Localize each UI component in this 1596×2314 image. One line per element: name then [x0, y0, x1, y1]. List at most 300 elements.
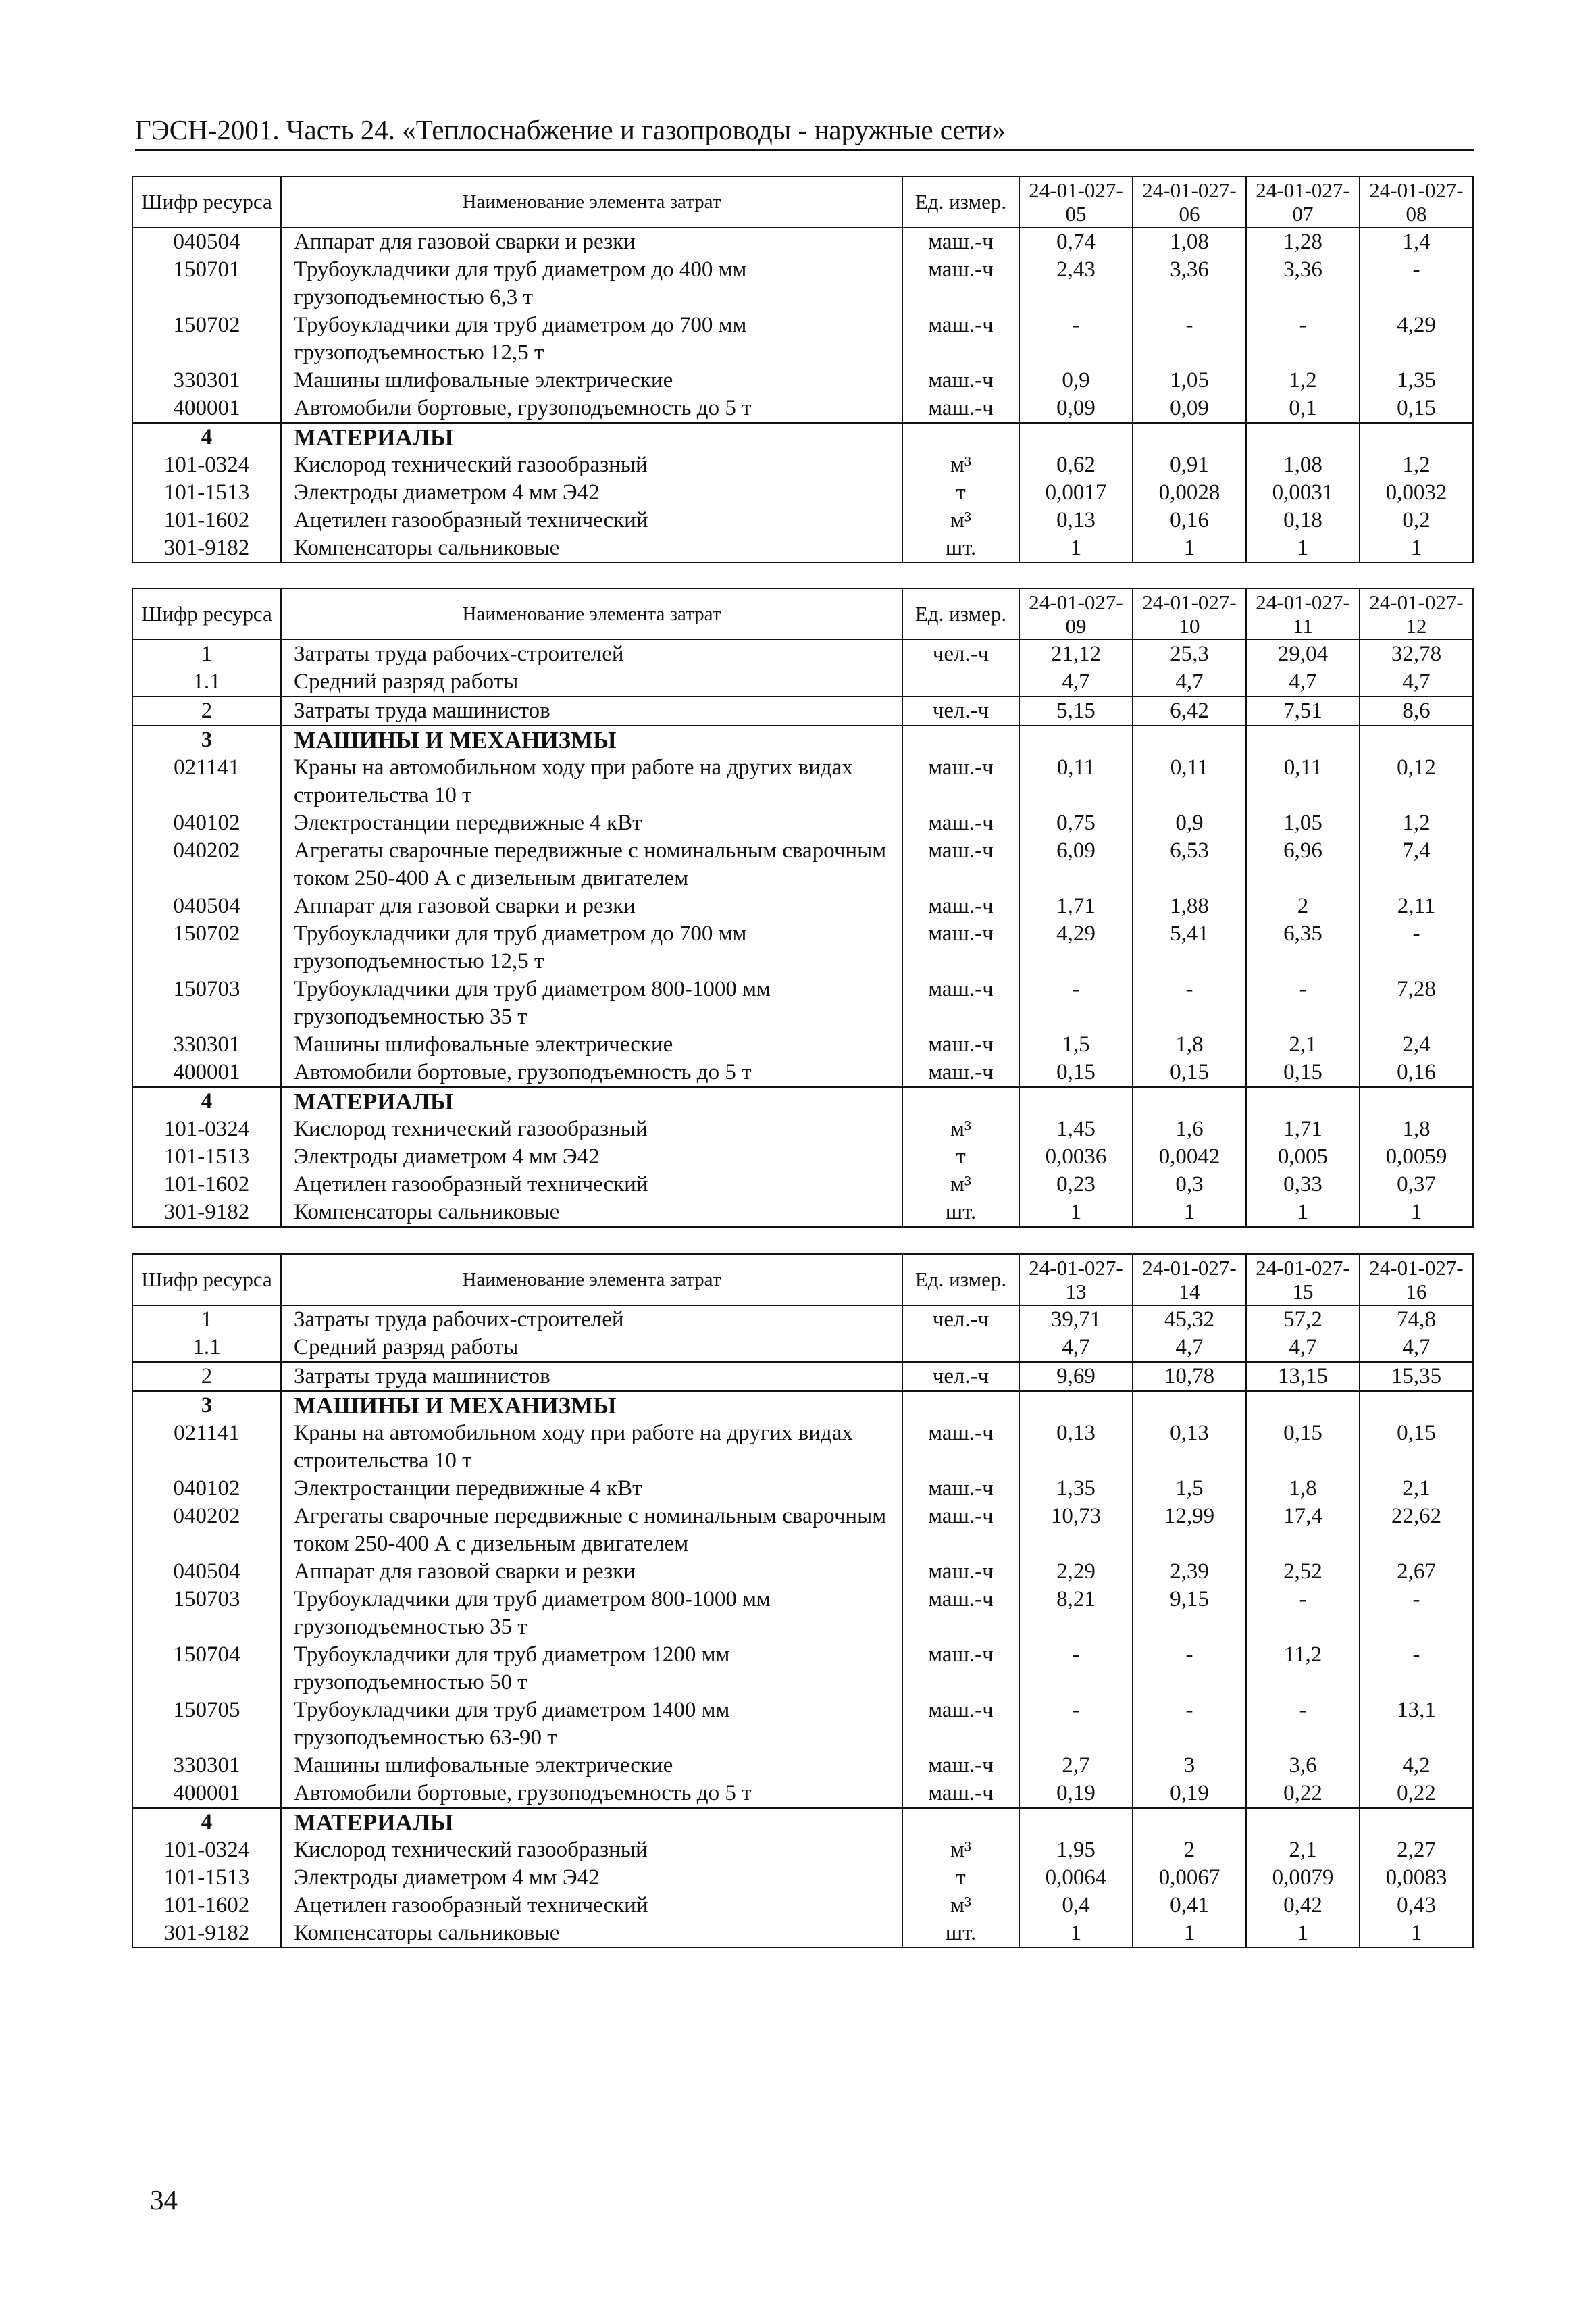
resource-unit: т [902, 1143, 1019, 1171]
resource-unit: маш.-ч [902, 1780, 1019, 1808]
norm-value: 1,05 [1246, 809, 1360, 837]
norm-value: 1,8 [1360, 1115, 1473, 1143]
table-row [132, 1752, 1473, 1780]
header-name: Наименование элемента затрат [281, 1254, 902, 1305]
norm-value: 6,09 [1019, 837, 1133, 892]
table-row [132, 1836, 1473, 1864]
norm-value: - [1246, 1586, 1360, 1641]
norm-value: - [1246, 311, 1360, 367]
header-norm-code: 24-01-027-07 [1246, 176, 1360, 228]
resource-unit: маш.-ч [902, 1752, 1019, 1780]
norm-value: 4,7 [1133, 1334, 1246, 1362]
norm-value: - [1360, 920, 1473, 976]
norm-value: 1,71 [1246, 1115, 1360, 1143]
norm-value: 1,35 [1019, 1475, 1133, 1503]
cost-table-1 [132, 176, 1472, 563]
norm-value: 0,62 [1019, 451, 1133, 479]
norm-value: 1,8 [1133, 1031, 1246, 1059]
resource-unit: маш.-ч [902, 1059, 1019, 1087]
resource-code: 150704 [132, 1641, 281, 1696]
header-norm-code: 24-01-027-09 [1019, 588, 1133, 640]
norm-value: 6,35 [1246, 920, 1360, 976]
resource-code: 3 [132, 1391, 281, 1419]
norm-value: 10,73 [1019, 1503, 1133, 1558]
norm-value: 4,7 [1133, 668, 1246, 697]
resource-name: Краны на автомобильном ходу при работе на других видах строительства 10 т [281, 754, 902, 809]
norm-value: 0,15 [1360, 395, 1473, 423]
resource-unit: маш.-ч [902, 809, 1019, 837]
resource-unit: чел.-ч [902, 1305, 1019, 1334]
resource-unit: маш.-ч [902, 311, 1019, 367]
norm-value: 1 [1019, 1919, 1133, 1948]
norm-value [1133, 1808, 1246, 1836]
norm-value: 11,2 [1246, 1641, 1360, 1696]
resource-name: Компенсаторы сальниковые [281, 1919, 902, 1948]
resource-unit: маш.-ч [902, 367, 1019, 395]
resource-name: Аппарат для газовой сварки и резки [281, 892, 902, 920]
table-row [132, 697, 1473, 726]
resource-unit: шт. [902, 1199, 1019, 1227]
norm-value: - [1019, 311, 1133, 367]
resource-name: Электроды диаметром 4 мм Э42 [281, 1864, 902, 1892]
resource-name: Трубоукладчики для труб диаметром 800-1000 мм грузоподъемностью 35 т [281, 976, 902, 1031]
resource-name: Электростанции передвижные 4 кВт [281, 1475, 902, 1503]
norm-value: 1 [1360, 1199, 1473, 1227]
norm-value: 0,0028 [1133, 479, 1246, 507]
header-name: Наименование элемента затрат [281, 588, 902, 640]
resource-code: 4 [132, 423, 281, 451]
table-row [132, 311, 1473, 367]
header-code: Шифр ресурса [132, 588, 281, 640]
norm-value: 1,95 [1019, 1836, 1133, 1864]
resource-name: Трубоукладчики для труб диаметром до 700 мм грузоподъемностью 12,5 т [281, 311, 902, 367]
table-row [132, 668, 1473, 697]
norm-value: 2,7 [1019, 1752, 1133, 1780]
norm-value: - [1133, 976, 1246, 1031]
norm-value: 0,13 [1019, 507, 1133, 534]
norm-value: 0,37 [1360, 1171, 1473, 1199]
table-row [132, 507, 1473, 534]
norm-value [1246, 1391, 1360, 1419]
resource-table [132, 588, 1474, 1228]
norm-value: 1,08 [1133, 228, 1246, 256]
resource-code: 150705 [132, 1696, 281, 1752]
norm-value [1246, 1808, 1360, 1836]
norm-value: 5,41 [1133, 920, 1246, 976]
resource-name: Ацетилен газообразный технический [281, 1171, 902, 1199]
resource-unit: маш.-ч [902, 1503, 1019, 1558]
norm-value: - [1133, 1641, 1246, 1696]
norm-value: 2,1 [1360, 1475, 1473, 1503]
table-row [132, 1780, 1473, 1808]
norm-value: 0,15 [1246, 1059, 1360, 1087]
resource-code: 150702 [132, 311, 281, 367]
norm-value: 2,4 [1360, 1031, 1473, 1059]
norm-value: 5,15 [1019, 697, 1133, 726]
resource-name: Затраты труда рабочих-строителей [281, 1305, 902, 1334]
resource-unit: м³ [902, 507, 1019, 534]
table-row [132, 367, 1473, 395]
norm-value: 17,4 [1246, 1503, 1360, 1558]
resource-code: 040102 [132, 1475, 281, 1503]
norm-value: 2,52 [1246, 1558, 1360, 1586]
resource-code: 2 [132, 1362, 281, 1391]
norm-value: 8,21 [1019, 1586, 1133, 1641]
resource-code: 301-9182 [132, 534, 281, 563]
resource-unit: м³ [902, 1115, 1019, 1143]
norm-value: 7,28 [1360, 976, 1473, 1031]
norm-value: 2,67 [1360, 1558, 1473, 1586]
resource-name: Трубоукладчики для труб диаметром до 700 мм грузоподъемностью 12,5 т [281, 920, 902, 976]
norm-value: - [1360, 1641, 1473, 1696]
norm-value: 0,11 [1133, 754, 1246, 809]
table-row [132, 1334, 1473, 1362]
norm-value: 13,1 [1360, 1696, 1473, 1752]
norm-value: 0,22 [1360, 1780, 1473, 1808]
resource-name: Кислород технический газообразный [281, 1836, 902, 1864]
norm-value: 0,23 [1019, 1171, 1133, 1199]
resource-name: Ацетилен газообразный технический [281, 507, 902, 534]
norm-value: - [1019, 1696, 1133, 1752]
norm-value: 3,6 [1246, 1752, 1360, 1780]
norm-value: 9,69 [1019, 1362, 1133, 1391]
norm-value: 74,8 [1360, 1305, 1473, 1334]
norm-value: 57,2 [1246, 1305, 1360, 1334]
resource-unit: маш.-ч [902, 256, 1019, 311]
norm-value: 0,4 [1019, 1892, 1133, 1919]
table-row [132, 1059, 1473, 1087]
resource-name: Кислород технический газообразный [281, 1115, 902, 1143]
norm-value [1019, 423, 1133, 451]
table-row [132, 1362, 1473, 1391]
header-norm-code: 24-01-027-11 [1246, 588, 1360, 640]
norm-value: 4,29 [1360, 311, 1473, 367]
table-row [132, 1475, 1473, 1503]
resource-name: Машины шлифовальные электрические [281, 367, 902, 395]
table-row [132, 1696, 1473, 1752]
resource-code: 150702 [132, 920, 281, 976]
resource-name: Агрегаты сварочные передвижные с номинальным сварочным током 250-400 А с дизельным двигателем [281, 1503, 902, 1558]
norm-value: 0,1 [1246, 395, 1360, 423]
norm-value: 0,9 [1133, 809, 1246, 837]
table-row [132, 228, 1473, 256]
norm-value: 0,11 [1019, 754, 1133, 809]
resource-name: Кислород технический газообразный [281, 451, 902, 479]
norm-value: 1 [1019, 534, 1133, 563]
norm-value: 1 [1360, 534, 1473, 563]
resource-code: 101-0324 [132, 1836, 281, 1864]
norm-value [1246, 1087, 1360, 1115]
norm-value: 1 [1246, 1919, 1360, 1948]
norm-value: 3,36 [1133, 256, 1246, 311]
resource-unit: маш.-ч [902, 837, 1019, 892]
header-unit: Ед. измер. [902, 176, 1019, 228]
resource-unit [902, 668, 1019, 697]
resource-name: Краны на автомобильном ходу при работе на других видах строительства 10 т [281, 1419, 902, 1475]
resource-code: 301-9182 [132, 1919, 281, 1948]
norm-value: 1,05 [1133, 367, 1246, 395]
norm-value: 6,42 [1133, 697, 1246, 726]
resource-unit: маш.-ч [902, 1696, 1019, 1752]
norm-value: 10,78 [1133, 1362, 1246, 1391]
norm-value: 2 [1133, 1836, 1246, 1864]
norm-value: 1,5 [1133, 1475, 1246, 1503]
resource-code: 1 [132, 1305, 281, 1334]
resource-name: Трубоукладчики для труб диаметром до 400 мм грузоподъемностью 6,3 т [281, 256, 902, 311]
resource-table [132, 1253, 1474, 1948]
cost-table-3 [132, 1253, 1472, 1948]
norm-value: 4,7 [1246, 668, 1360, 697]
header-norm-code: 24-01-027-13 [1019, 1254, 1133, 1305]
norm-value: 1 [1133, 1919, 1246, 1948]
table-row [132, 892, 1473, 920]
norm-value: 0,09 [1019, 395, 1133, 423]
resource-name: Затраты труда машинистов [281, 697, 902, 726]
resource-name: Затраты труда машинистов [281, 1362, 902, 1391]
norm-value: 7,51 [1246, 697, 1360, 726]
norm-value: 1 [1133, 1199, 1246, 1227]
table-header-row [132, 588, 1473, 640]
resource-unit: шт. [902, 534, 1019, 563]
norm-value: 4,29 [1019, 920, 1133, 976]
resource-code: 101-1513 [132, 479, 281, 507]
norm-value: 0,2 [1360, 507, 1473, 534]
norm-value: 0,18 [1246, 507, 1360, 534]
resource-unit: маш.-ч [902, 1419, 1019, 1475]
norm-value: 0,11 [1246, 754, 1360, 809]
norm-value: 0,3 [1133, 1171, 1246, 1199]
header-code: Шифр ресурса [132, 176, 281, 228]
norm-value: 2 [1246, 892, 1360, 920]
norm-value: 6,53 [1133, 837, 1246, 892]
resource-unit: т [902, 479, 1019, 507]
norm-value [1246, 423, 1360, 451]
norm-value: 0,0083 [1360, 1864, 1473, 1892]
header-code: Шифр ресурса [132, 1254, 281, 1305]
norm-value [1246, 726, 1360, 754]
section-row [132, 1087, 1473, 1115]
header-norm-code: 24-01-027-12 [1360, 588, 1473, 640]
resource-code: 101-1602 [132, 1171, 281, 1199]
header-norm-code: 24-01-027-10 [1133, 588, 1246, 640]
resource-unit: маш.-ч [902, 1586, 1019, 1641]
header-norm-code: 24-01-027-06 [1133, 176, 1246, 228]
norm-value: 22,62 [1360, 1503, 1473, 1558]
resource-name: Аппарат для газовой сварки и резки [281, 228, 902, 256]
norm-value: 0,0064 [1019, 1864, 1133, 1892]
resource-code: 4 [132, 1808, 281, 1836]
norm-value: 0,43 [1360, 1892, 1473, 1919]
norm-value: - [1019, 976, 1133, 1031]
section-row [132, 423, 1473, 451]
norm-value: - [1133, 311, 1246, 367]
norm-value: 0,0059 [1360, 1143, 1473, 1171]
norm-value: 0,005 [1246, 1143, 1360, 1171]
norm-value [1133, 726, 1246, 754]
resource-code: 040504 [132, 892, 281, 920]
norm-value: 0,22 [1246, 1780, 1360, 1808]
norm-value: 13,15 [1246, 1362, 1360, 1391]
norm-value: 0,16 [1133, 507, 1246, 534]
resource-code: 101-1602 [132, 1892, 281, 1919]
resource-code: 150703 [132, 1586, 281, 1641]
table-row [132, 1919, 1473, 1948]
norm-value: 2,1 [1246, 1031, 1360, 1059]
resource-unit: маш.-ч [902, 754, 1019, 809]
resource-name: Средний разряд работы [281, 668, 902, 697]
norm-value [1019, 1391, 1133, 1419]
header-norm-code: 24-01-027-08 [1360, 176, 1473, 228]
resource-code: 101-0324 [132, 1115, 281, 1143]
header-norm-code: 24-01-027-15 [1246, 1254, 1360, 1305]
header-name: Наименование элемента затрат [281, 176, 902, 228]
header-norm-code: 24-01-027-14 [1133, 1254, 1246, 1305]
resource-unit [902, 1087, 1019, 1115]
norm-value: 1 [1133, 534, 1246, 563]
norm-value: 4,7 [1360, 668, 1473, 697]
resource-unit [902, 726, 1019, 754]
resource-unit [902, 1334, 1019, 1362]
norm-value: 4,2 [1360, 1752, 1473, 1780]
resource-unit: м³ [902, 1171, 1019, 1199]
norm-value: 2,27 [1360, 1836, 1473, 1864]
norm-value: 0,0067 [1133, 1864, 1246, 1892]
page-number: 34 [150, 2184, 178, 2215]
norm-value [1360, 1808, 1473, 1836]
resource-unit: маш.-ч [902, 1031, 1019, 1059]
resource-code: 1 [132, 640, 281, 668]
table-row [132, 1419, 1473, 1475]
resource-name: Средний разряд работы [281, 1334, 902, 1362]
table-row [132, 451, 1473, 479]
norm-value: 3 [1133, 1752, 1246, 1780]
table-row [132, 1143, 1473, 1171]
norm-value: - [1360, 1586, 1473, 1641]
norm-value: 2,39 [1133, 1558, 1246, 1586]
norm-value: 1,45 [1019, 1115, 1133, 1143]
resource-name: Трубоукладчики для труб диаметром 1200 мм грузоподъемностью 50 т [281, 1641, 902, 1696]
norm-value: 2,43 [1019, 256, 1133, 311]
header-norm-code: 24-01-027-05 [1019, 176, 1133, 228]
resource-name: Машины шлифовальные электрические [281, 1752, 902, 1780]
resource-unit [902, 1391, 1019, 1419]
norm-value: - [1246, 1696, 1360, 1752]
resource-unit: маш.-ч [902, 976, 1019, 1031]
resource-code: 1.1 [132, 1334, 281, 1362]
resource-unit: чел.-ч [902, 640, 1019, 668]
norm-value: 0,9 [1019, 367, 1133, 395]
resource-code: 101-1513 [132, 1864, 281, 1892]
norm-value [1133, 1087, 1246, 1115]
norm-value: - [1360, 256, 1473, 311]
norm-value [1360, 726, 1473, 754]
cost-table-2 [132, 588, 1472, 1228]
norm-value: 1 [1246, 1199, 1360, 1227]
norm-value: 1,88 [1133, 892, 1246, 920]
norm-value: 3,36 [1246, 256, 1360, 311]
resource-unit: шт. [902, 1919, 1019, 1948]
norm-value: 0,0032 [1360, 479, 1473, 507]
table-row [132, 976, 1473, 1031]
resource-unit [902, 1808, 1019, 1836]
table-row [132, 640, 1473, 668]
resource-code: 330301 [132, 367, 281, 395]
norm-value: 0,09 [1133, 395, 1246, 423]
table-row [132, 754, 1473, 809]
resource-code: 400001 [132, 1780, 281, 1808]
norm-value: 0,15 [1246, 1419, 1360, 1475]
norm-value: - [1019, 1641, 1133, 1696]
table-row [132, 1305, 1473, 1334]
resource-code: 101-0324 [132, 451, 281, 479]
norm-value: 45,32 [1133, 1305, 1246, 1334]
norm-value: 1,5 [1019, 1031, 1133, 1059]
table-row [132, 1558, 1473, 1586]
header-norm-code: 24-01-027-16 [1360, 1254, 1473, 1305]
norm-value: 2,29 [1019, 1558, 1133, 1586]
resource-unit: т [902, 1864, 1019, 1892]
norm-value: 0,15 [1019, 1059, 1133, 1087]
resource-code: 3 [132, 726, 281, 754]
resource-name: МАШИНЫ И МЕХАНИЗМЫ [281, 726, 902, 754]
resource-name: МАТЕРИАЛЫ [281, 1087, 902, 1115]
resource-unit: маш.-ч [902, 395, 1019, 423]
table-row [132, 837, 1473, 892]
resource-name: Компенсаторы сальниковые [281, 1199, 902, 1227]
table-header-row [132, 1254, 1473, 1305]
resource-code: 330301 [132, 1031, 281, 1059]
norm-value: 4,7 [1360, 1334, 1473, 1362]
norm-value: 0,75 [1019, 809, 1133, 837]
resource-code: 4 [132, 1087, 281, 1115]
resource-code: 040202 [132, 1503, 281, 1558]
resource-name: Компенсаторы сальниковые [281, 534, 902, 563]
resource-code: 150703 [132, 976, 281, 1031]
resource-code: 101-1602 [132, 507, 281, 534]
norm-value: 29,04 [1246, 640, 1360, 668]
norm-value: 1,28 [1246, 228, 1360, 256]
table-row [132, 1864, 1473, 1892]
norm-value: 1 [1360, 1919, 1473, 1948]
resource-code: 101-1513 [132, 1143, 281, 1171]
table-row [132, 1586, 1473, 1641]
norm-value [1133, 423, 1246, 451]
resource-unit: м³ [902, 451, 1019, 479]
norm-value [1019, 1087, 1133, 1115]
resource-unit [902, 423, 1019, 451]
norm-value: 0,19 [1019, 1780, 1133, 1808]
table-row [132, 1031, 1473, 1059]
resource-name: МАТЕРИАЛЫ [281, 1808, 902, 1836]
table-row [132, 1171, 1473, 1199]
resource-name: МАТЕРИАЛЫ [281, 423, 902, 451]
resource-unit: маш.-ч [902, 920, 1019, 976]
norm-value: 0,91 [1133, 451, 1246, 479]
resource-name: Затраты труда рабочих-строителей [281, 640, 902, 668]
norm-value: 2,1 [1246, 1836, 1360, 1864]
norm-value: 32,78 [1360, 640, 1473, 668]
resource-code: 021141 [132, 1419, 281, 1475]
resource-code: 400001 [132, 1059, 281, 1087]
resource-table [132, 176, 1474, 563]
norm-value: - [1133, 1696, 1246, 1752]
norm-value: 1,8 [1246, 1475, 1360, 1503]
norm-value [1133, 1391, 1246, 1419]
norm-value: 0,0042 [1133, 1143, 1246, 1171]
table-row [132, 1641, 1473, 1696]
resource-unit: маш.-ч [902, 1475, 1019, 1503]
table-row [132, 395, 1473, 423]
